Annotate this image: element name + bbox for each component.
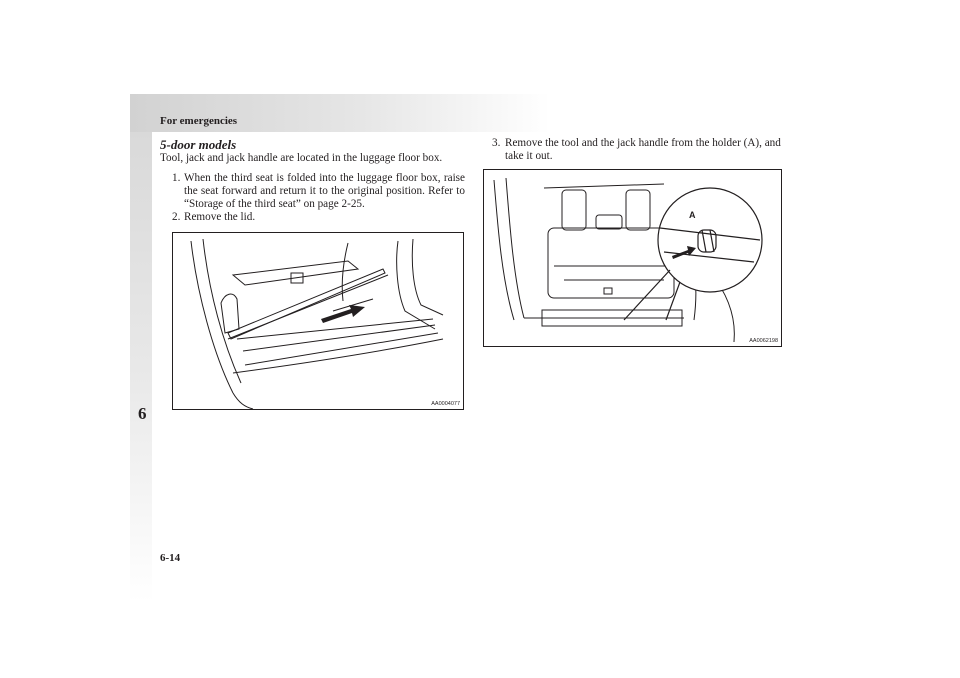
chapter-tab-number: 6 <box>138 404 147 423</box>
step-number: 3. <box>492 137 501 149</box>
step-number: 2. <box>172 211 181 223</box>
magnifier-callout <box>624 188 762 320</box>
page-header-title: For emergencies <box>160 115 238 127</box>
callout-label-a: A <box>689 210 696 220</box>
figure-code: AA0062198 <box>749 338 778 344</box>
page-number: 6-14 <box>160 552 181 564</box>
tool-holder-illustration <box>484 170 781 346</box>
section-heading: 5-door models <box>160 137 237 152</box>
step-text: Remove the lid. <box>184 211 256 223</box>
step-number: 1. <box>172 172 181 184</box>
instruction-steps <box>160 172 465 224</box>
step-2 <box>160 211 465 224</box>
chapter-side-band <box>130 132 152 602</box>
intro-paragraph: Tool, jack and jack handle are located in the luggage floor box. <box>160 152 443 164</box>
figure-tool-holder <box>483 169 782 347</box>
figure-code: AA0004077 <box>431 401 460 407</box>
step-3 <box>492 137 792 163</box>
luggage-lid-illustration <box>173 233 463 409</box>
step-text: Remove the tool and the jack handle from the holder (A), and take it out. <box>505 137 781 162</box>
figure-remove-lid <box>172 232 464 410</box>
step-text: When the third seat is folded into the luggage floor box, raise the seat forward and return it to the original position. Refer to “Storage of the third seat” on page 2-25. <box>184 172 465 210</box>
step-1 <box>160 172 465 211</box>
